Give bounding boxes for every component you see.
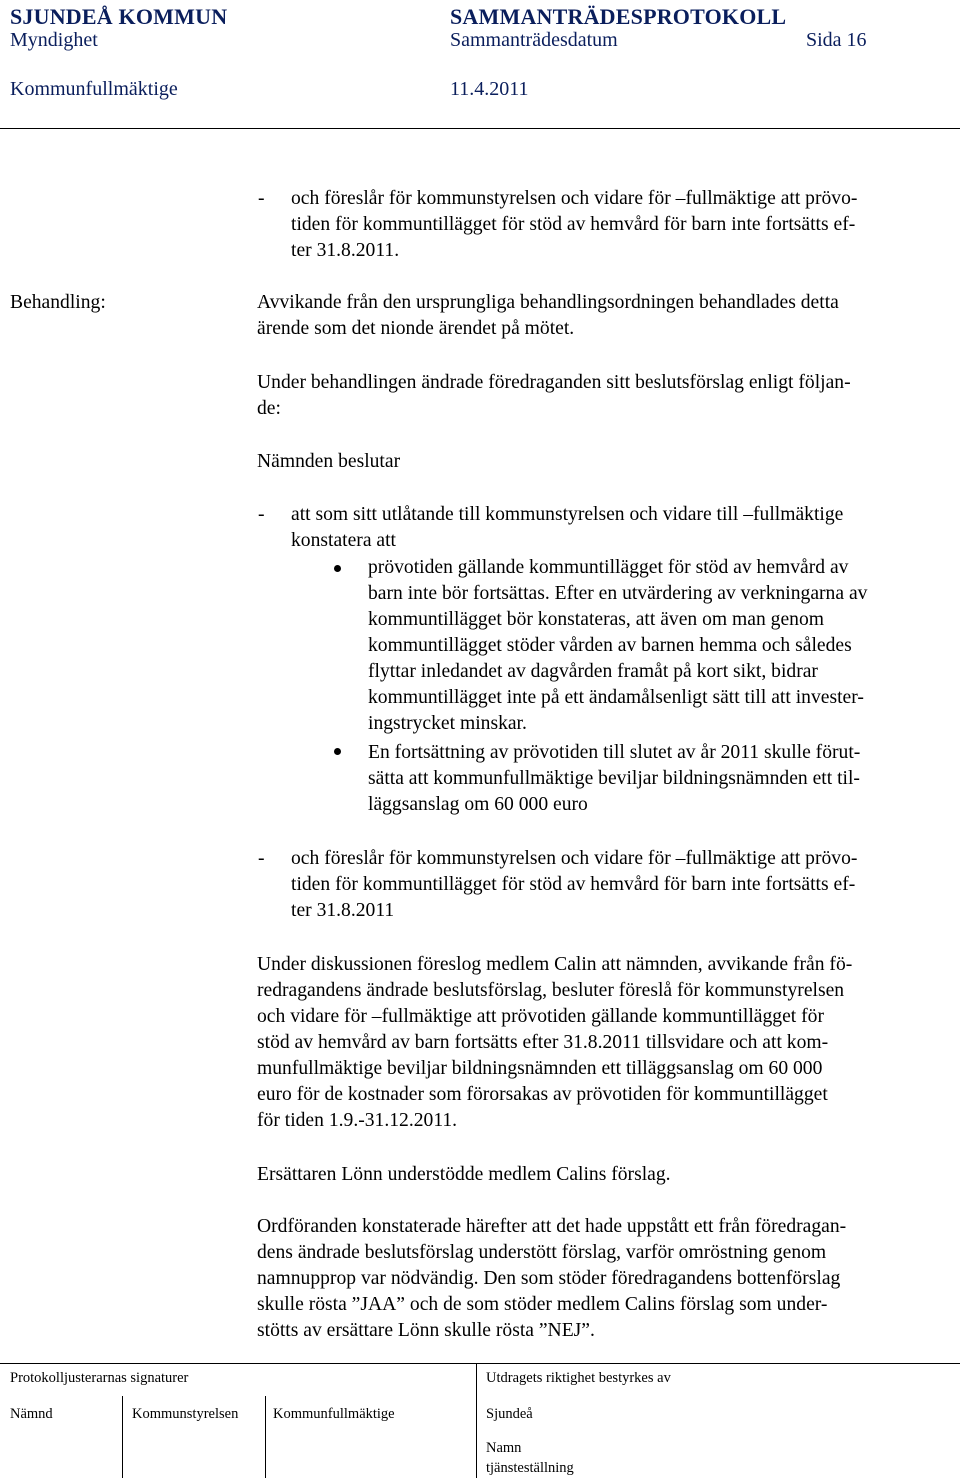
- page-number: Sida 16: [806, 29, 867, 51]
- text-line: läggsanslag om 60 000 euro: [368, 794, 588, 815]
- text-line: kommuntillägget bör konstateras, att även om man genom: [368, 609, 824, 630]
- text-line: ingstrycket minskar.: [368, 713, 527, 734]
- text-line: munfullmäktige beviljar bildningsnämnden ett tilläggsanslag om 60 000: [257, 1058, 823, 1079]
- text-line: stötts av ersättare Lönn skulle rösta ”NEJ”.: [257, 1320, 595, 1341]
- behandling-label: Behandling:: [10, 292, 106, 313]
- signature-column-kommunfullmaktige: Kommunfullmäktige: [273, 1406, 395, 1422]
- authority-label: Myndighet: [10, 29, 98, 51]
- footer-top-rule: [0, 1363, 960, 1364]
- text-line: Avvikande från den ursprungliga behandlingsordningen behandlades detta: [257, 292, 839, 313]
- chair-paragraph: [257, 1214, 846, 1344]
- text-line: stöd av hemvård av barn fortsätts efter 31.8.2011 tillsvidare och att kom-: [257, 1032, 829, 1053]
- text-line: ter 31.8.2011.: [291, 240, 400, 261]
- authority-name: Kommunfullmäktige: [10, 78, 178, 100]
- text-line: Ordföranden konstaterade härefter att det hade uppstått ett från föredragan-: [257, 1216, 847, 1237]
- dash-marker: -: [258, 188, 265, 209]
- text-line: och föreslår för kommunstyrelsen och vidare för –fullmäktige att prövo-: [291, 188, 858, 209]
- support-paragraph: Ersättaren Lönn understödde medlem Calins förslag.: [257, 1164, 671, 1185]
- bullet-marker: [334, 565, 341, 572]
- change-paragraph: [257, 370, 851, 422]
- text-line: dens ändrade beslutsförslag understött förslag, varför omröstning genom: [257, 1242, 827, 1263]
- decision-2: [291, 846, 857, 924]
- text-line: och vidare för –fullmäktige att prövotiden gällande kommuntillägget för: [257, 1006, 824, 1027]
- text-line: tiden för kommuntillägget för stöd av hemvård för barn inte fortsätts ef-: [291, 214, 856, 235]
- text-line: prövotiden gällande kommuntillägget för stöd av hemvård av: [368, 557, 849, 578]
- namnden-beslutar: Nämnden beslutar: [257, 451, 401, 472]
- meeting-date: 11.4.2011: [450, 78, 529, 100]
- decision-1: [291, 502, 843, 554]
- text-line: tiden för kommuntillägget för stöd av hemvård för barn inte fortsätts ef-: [291, 874, 856, 895]
- meeting-date-label: Sammanträdesdatum: [450, 29, 618, 51]
- text-line: namnupprop var nödvändig. Den som stöder föredragandens bottenförslag: [257, 1268, 841, 1289]
- bullet-2: [368, 740, 860, 818]
- text-line: sätta att kommunfullmäktige beviljar bildningsnämnden ett til-: [368, 768, 860, 789]
- signature-column-namnd: Nämnd: [10, 1406, 53, 1422]
- footer-cell-divider: [122, 1396, 123, 1478]
- text-line: och föreslår för kommunstyrelsen och vidare för –fullmäktige att prövo-: [291, 848, 858, 869]
- footer-cell-divider: [265, 1396, 266, 1478]
- text-line: En fortsättning av prövotiden till slutet av år 2011 skulle förut-: [368, 742, 861, 763]
- intro-dash-item: [291, 186, 857, 264]
- document-type: SAMMANTRÄDESPROTOKOLL: [450, 4, 787, 29]
- text-line: för tiden 1.9.-31.12.2011.: [257, 1110, 458, 1131]
- discussion-paragraph: [257, 952, 852, 1134]
- text-line: redragandens ändrade beslutsförslag, besluter föreslå för kommunstyrelsen: [257, 980, 845, 1001]
- text-line: ärende som det nionde ärendet på mötet.: [257, 318, 575, 339]
- bullet-1: [368, 555, 867, 737]
- text-line: kommuntillägget stöder vården av barnen hemma och således: [368, 635, 852, 656]
- certifier-name-label: Namn: [486, 1440, 522, 1456]
- text-line: euro för de kostnader som förorsakas av prövotiden för kommuntillägget: [257, 1084, 828, 1105]
- dash-marker: -: [258, 848, 265, 869]
- footer-column-divider: [476, 1363, 477, 1478]
- signatures-label: Protokolljusterarnas signaturer: [10, 1370, 189, 1386]
- header-divider: [0, 128, 960, 129]
- municipality-name: SJUNDEÅ KOMMUN: [10, 4, 228, 29]
- certifier-title-label: tjänsteställning: [486, 1460, 574, 1476]
- text-line: de:: [257, 398, 281, 419]
- text-line: konstatera att: [291, 530, 397, 551]
- text-line: Under diskussionen föreslog medlem Calin att nämnden, avvikande från fö-: [257, 954, 853, 975]
- signature-column-kommunstyrelsen: Kommunstyrelsen: [132, 1406, 239, 1422]
- text-line: flyttar inledandet av dagvården framåt på kort sikt, bidrar: [368, 661, 818, 682]
- text-line: ter 31.8.2011: [291, 900, 395, 921]
- bullet-marker: [334, 748, 341, 755]
- certification-place: Sjundeå: [486, 1406, 533, 1422]
- dash-marker: -: [258, 504, 265, 525]
- text-line: barn inte bör fortsättas. Efter en utvärdering av verkningarna av: [368, 583, 868, 604]
- text-line: Under behandlingen ändrade föredraganden sitt beslutsförslag enligt följan-: [257, 372, 851, 393]
- text-line: skulle rösta ”JAA” och de som stöder medlem Calins förslag som under-: [257, 1294, 828, 1315]
- extract-label: Utdragets riktighet bestyrkes av: [486, 1370, 671, 1386]
- behandling-paragraph: [257, 290, 839, 342]
- text-line: att som sitt utlåtande till kommunstyrelsen och vidare till –fullmäktige: [291, 504, 844, 525]
- text-line: kommuntillägget inte på ett ändamålsenligt sätt till att invester-: [368, 687, 864, 708]
